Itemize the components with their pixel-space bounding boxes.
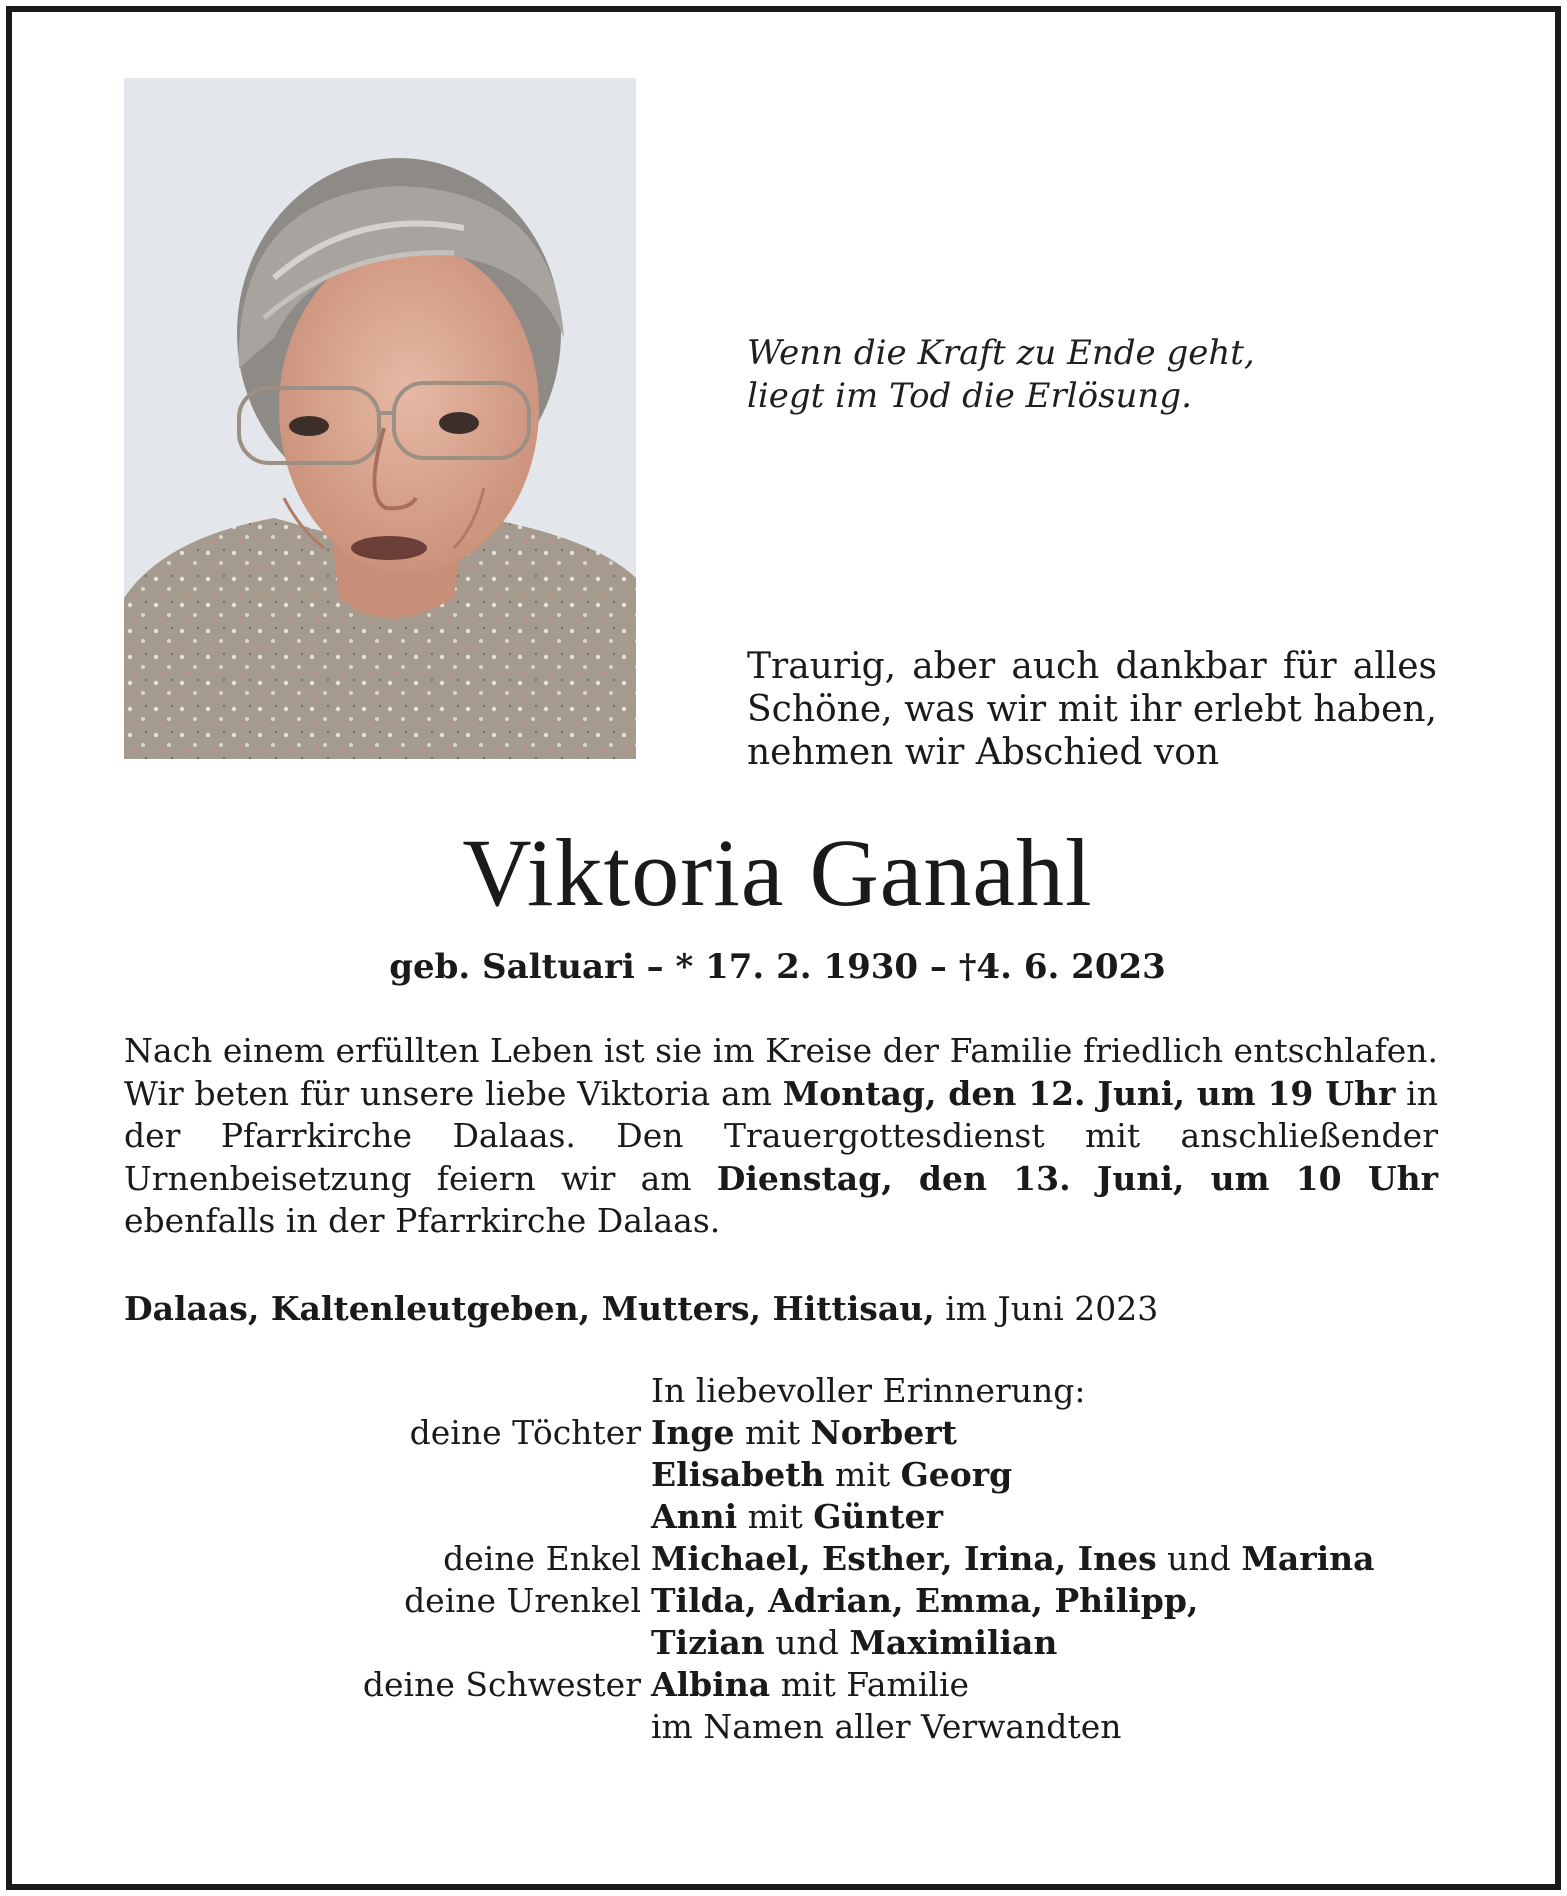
sister-row — [124, 1664, 1454, 1706]
places-line — [124, 1287, 1158, 1331]
portrait-photo — [124, 78, 636, 759]
grandchildren-label: deine Enkel — [443, 1539, 641, 1578]
closing-text: im Namen aller Verwandten — [651, 1707, 1122, 1746]
connector: und — [1156, 1539, 1242, 1578]
mourners-list — [124, 1370, 1454, 1748]
places-names: Dalaas, Kaltenleutgeben, Mutters, Hittisau, — [124, 1289, 935, 1328]
mourners-heading-row — [124, 1370, 1454, 1412]
great-grandchildren-row-2 — [124, 1622, 1454, 1664]
great-grandchild-name: Tizian — [651, 1623, 765, 1662]
grandchildren-names: Michael, Esther, Irina, Ines — [651, 1539, 1157, 1578]
mourners-heading: In liebevoller Erinnerung: — [651, 1371, 1086, 1410]
daughter-row-2 — [124, 1454, 1454, 1496]
birth-death-dates: geb. Saltuari – * 17. 2. 1930 – †4. 6. 2023 — [389, 947, 1166, 987]
sister-family: mit Familie — [770, 1665, 970, 1704]
daughter-row-1 — [124, 1412, 1454, 1454]
vigil-date: Montag, den 12. Juni, um 19 Uhr — [782, 1073, 1396, 1113]
announcement-part-3: ebenfalls in der Pfarrkirche Dalaas. — [124, 1201, 721, 1240]
great-grandchildren-names: Tilda, Adrian, Emma, Philipp, — [651, 1581, 1199, 1620]
daughter-name: Inge — [651, 1413, 735, 1452]
closing-row — [124, 1706, 1454, 1748]
daughter-name: Elisabeth — [651, 1455, 825, 1494]
grandchildren-row — [124, 1538, 1454, 1580]
daughter-row-3 — [124, 1496, 1454, 1538]
connector: mit — [734, 1413, 811, 1452]
connector: mit — [737, 1497, 814, 1536]
funeral-date: Dienstag, den 13. Juni, um 10 Uhr — [716, 1158, 1438, 1198]
grandchild-name: Marina — [1241, 1539, 1375, 1578]
great-grandchild-name: Maximilian — [849, 1623, 1058, 1662]
quote-line-1: Wenn die Kraft zu Ende geht, — [747, 333, 1255, 373]
deceased-name: Viktoria Ganahl — [462, 819, 1093, 926]
places-date: im Juni 2023 — [934, 1289, 1159, 1328]
sister-label: deine Schwester — [362, 1665, 641, 1704]
intro-text: Traurig, aber auch dankbar für alles Schöne, was wir mit ihr erlebt haben, nehmen wir Abschied von — [747, 646, 1437, 773]
connector: und — [764, 1623, 850, 1662]
quote-line-2: liegt im Tod die Erlösung. — [747, 376, 1192, 416]
announcement-text — [124, 1030, 1438, 1243]
great-grandchildren-row-1 — [124, 1580, 1454, 1622]
partner-name: Georg — [900, 1455, 1013, 1494]
announcement-part-1: Nach einem erfüllten Leben ist sie im Kreise der Familie friedlich entschlafen. Wir beten für unsere liebe Viktoria am — [124, 1031, 1438, 1113]
daughters-label: deine Töchter — [409, 1413, 641, 1452]
great-grandchildren-label: deine Urenkel — [404, 1581, 641, 1620]
partner-name: Günter — [813, 1497, 944, 1536]
partner-name: Norbert — [810, 1413, 957, 1452]
announcement-part-2: in der Pfarrkirche Dalaas. Den Trauergottesdienst mit anschließender Urnenbeisetzung feiern wir am — [124, 1073, 1438, 1198]
connector: mit — [824, 1455, 901, 1494]
sister-name: Albina — [651, 1665, 771, 1704]
daughter-name: Anni — [651, 1497, 738, 1536]
quote — [747, 332, 1255, 418]
